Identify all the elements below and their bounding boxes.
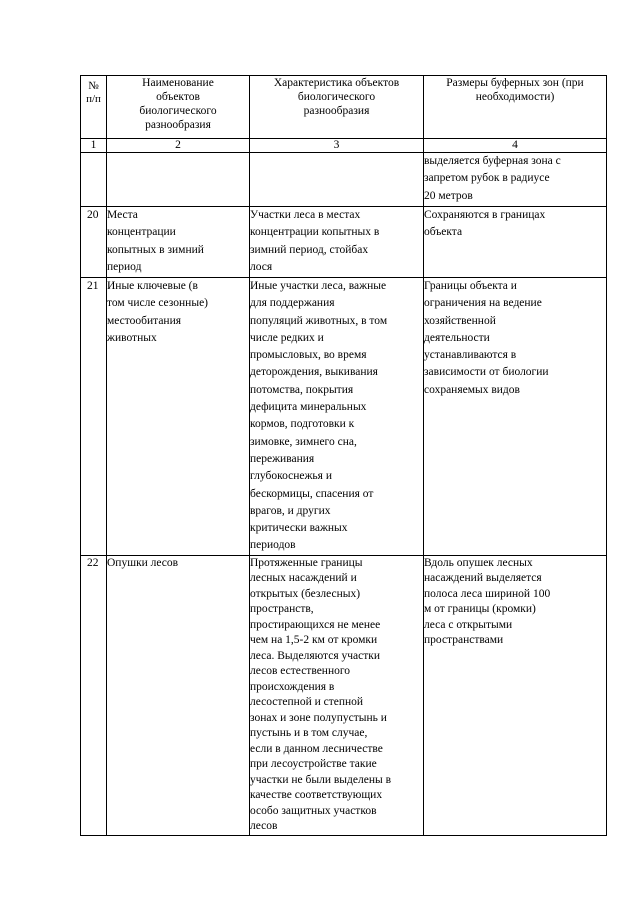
- cell-text-line: Сохраняются в границах: [424, 209, 546, 221]
- header-line: Характеристика объектов: [273, 77, 400, 89]
- column-number-row: [81, 139, 607, 153]
- cell-text-line: пространств,: [250, 603, 314, 616]
- buffer-zone-cell: [424, 278, 607, 556]
- cell-text-line: если в данном лесничестве: [250, 742, 383, 755]
- header-buffer-size: [424, 76, 607, 139]
- cell-text-line: насаждений выделяется: [424, 572, 542, 585]
- table-row: [81, 153, 607, 207]
- table-row: [81, 278, 607, 556]
- row-number-cell: [81, 153, 107, 207]
- cell-text-line: Вдоль опушек лесных: [424, 556, 533, 569]
- cell-text-line: глубокоснежья и: [250, 470, 332, 483]
- cell-text-line: участки не были выделены в: [250, 773, 392, 786]
- cell-text-line: сохраняемых видов: [424, 383, 520, 396]
- header-line: Размеры буферных зон (при: [446, 77, 584, 89]
- cell-text-line: объекта: [424, 226, 463, 239]
- cell-text-line: качестве соответствующих: [250, 789, 383, 802]
- cell-text-line: Иные ключевые (в: [107, 280, 198, 292]
- header-characteristic: [250, 76, 424, 139]
- cell-text-line: животных: [107, 331, 157, 344]
- cell-text-line: для поддержания: [250, 297, 335, 310]
- cell-text-line: Иные участки леса, важные: [250, 280, 387, 292]
- cell-text-line: Участки леса в местах: [250, 209, 361, 221]
- header-name: [107, 76, 250, 139]
- cell-text-line: зависимости от биологии: [424, 366, 549, 379]
- cell-text-line: деторождения, выкивания: [250, 366, 378, 379]
- row-number-cell: 22: [81, 555, 107, 835]
- cell-text-line: простирающихся не менее: [250, 618, 381, 631]
- cell-text-line: выделяется буферная зона с: [424, 155, 561, 167]
- cell-text-line: полоса леса шириной 100: [424, 587, 551, 600]
- cell-text-line: запретом рубок в радиусе: [424, 172, 550, 185]
- cell-text-line: концентрации копытных в: [250, 226, 380, 239]
- cell-text-line: пустынь и в том случае,: [250, 727, 368, 740]
- cell-text-line: критически важных: [250, 522, 348, 535]
- cell-text-line: переживания: [250, 452, 315, 465]
- cell-text-line: 20 метров: [424, 189, 473, 202]
- cell-text-line: бескормицы, спасения от: [250, 487, 374, 500]
- cell-text-line: особо защитных участков: [250, 804, 377, 817]
- header-line: разнообразия: [303, 105, 370, 117]
- cell-text-line: хозяйственной: [424, 314, 496, 327]
- header-line: п/п: [86, 93, 101, 105]
- cell-text-line: ограничения на ведение: [424, 297, 542, 310]
- cell-text-line: лося: [250, 260, 273, 273]
- object-name-cell: [107, 278, 250, 556]
- cell-text-line: врагов, и других: [250, 504, 331, 517]
- table-header-row: [81, 76, 607, 139]
- cell-text-line: Границы объекта и: [424, 280, 517, 292]
- cell-text-line: концентрации: [107, 226, 176, 239]
- header-line: №: [88, 80, 99, 92]
- header-line: необходимости): [475, 91, 555, 103]
- header-number: [81, 76, 107, 139]
- cell-text-line: м от границы (кромки): [424, 603, 536, 616]
- object-name-cell: [107, 555, 250, 835]
- cell-text-line: кормов, подготовки к: [250, 418, 355, 431]
- cell-text-line: копытных в зимний: [107, 243, 204, 256]
- cell-text-line: открытых (безлесных): [250, 587, 361, 600]
- buffer-zone-cell: [424, 207, 607, 278]
- cell-text-line: промысловых, во время: [250, 349, 367, 362]
- cell-text-line: периодов: [250, 539, 296, 552]
- cell-text-line: пространствами: [424, 634, 504, 647]
- cell-text-line: чем на 1,5-2 км от кромки: [250, 634, 378, 647]
- buffer-zone-cell: [424, 555, 607, 835]
- column-number: 2: [107, 139, 250, 153]
- cell-text-line: лесостепной и степной: [250, 696, 364, 709]
- cell-text-line: том числе сезонные): [107, 297, 209, 310]
- header-line: биологического: [297, 91, 376, 103]
- table-row: [81, 555, 607, 835]
- table-row: [81, 207, 607, 278]
- cell-text-line: лесов естественного: [250, 665, 351, 678]
- cell-text-line: Опушки лесов: [107, 556, 179, 569]
- header-line: Наименование: [142, 77, 214, 89]
- cell-text-line: местообитания: [107, 314, 182, 327]
- object-characteristic-cell: [250, 207, 424, 278]
- object-characteristic-cell: [250, 153, 424, 207]
- object-name-cell: [107, 153, 250, 207]
- object-name-cell: [107, 207, 250, 278]
- cell-text-line: дефицита минеральных: [250, 401, 367, 414]
- row-number-cell: 20: [81, 207, 107, 278]
- cell-text-line: устанавливаются в: [424, 349, 517, 362]
- header-line: объектов: [156, 91, 200, 103]
- cell-text-line: зимний период, стойбах: [250, 243, 369, 256]
- header-line: разнообразия: [145, 119, 211, 131]
- table-body: [81, 153, 607, 836]
- cell-text-line: Места: [107, 209, 138, 221]
- cell-text-line: происхождения в: [250, 680, 335, 693]
- cell-text-line: период: [107, 260, 142, 273]
- cell-text-line: лесов: [250, 820, 278, 833]
- cell-text-line: популяций животных, в том: [250, 314, 388, 327]
- column-number: 3: [250, 139, 424, 153]
- cell-text-line: потомства, покрытия: [250, 383, 354, 396]
- biodiversity-table: [80, 75, 607, 836]
- object-characteristic-cell: [250, 555, 424, 835]
- cell-text-line: зимовке, зимнего сна,: [250, 435, 357, 448]
- cell-text-line: леса. Выделяются участки: [250, 649, 380, 662]
- cell-text-line: при лесоустройстве такие: [250, 758, 377, 771]
- row-number-cell: 21: [81, 278, 107, 556]
- cell-text-line: числе редких и: [250, 331, 324, 344]
- column-number: 4: [424, 139, 607, 153]
- cell-text-line: деятельности: [424, 331, 490, 344]
- cell-text-line: лесных насаждений и: [250, 572, 357, 585]
- buffer-zone-cell: [424, 153, 607, 207]
- cell-text-line: леса с открытыми: [424, 618, 513, 631]
- object-characteristic-cell: [250, 278, 424, 556]
- column-number: 1: [81, 139, 107, 153]
- cell-text-line: зонах и зоне полупустынь и: [250, 711, 387, 724]
- cell-text-line: Протяженные границы: [250, 556, 363, 569]
- header-line: биологического: [139, 105, 217, 117]
